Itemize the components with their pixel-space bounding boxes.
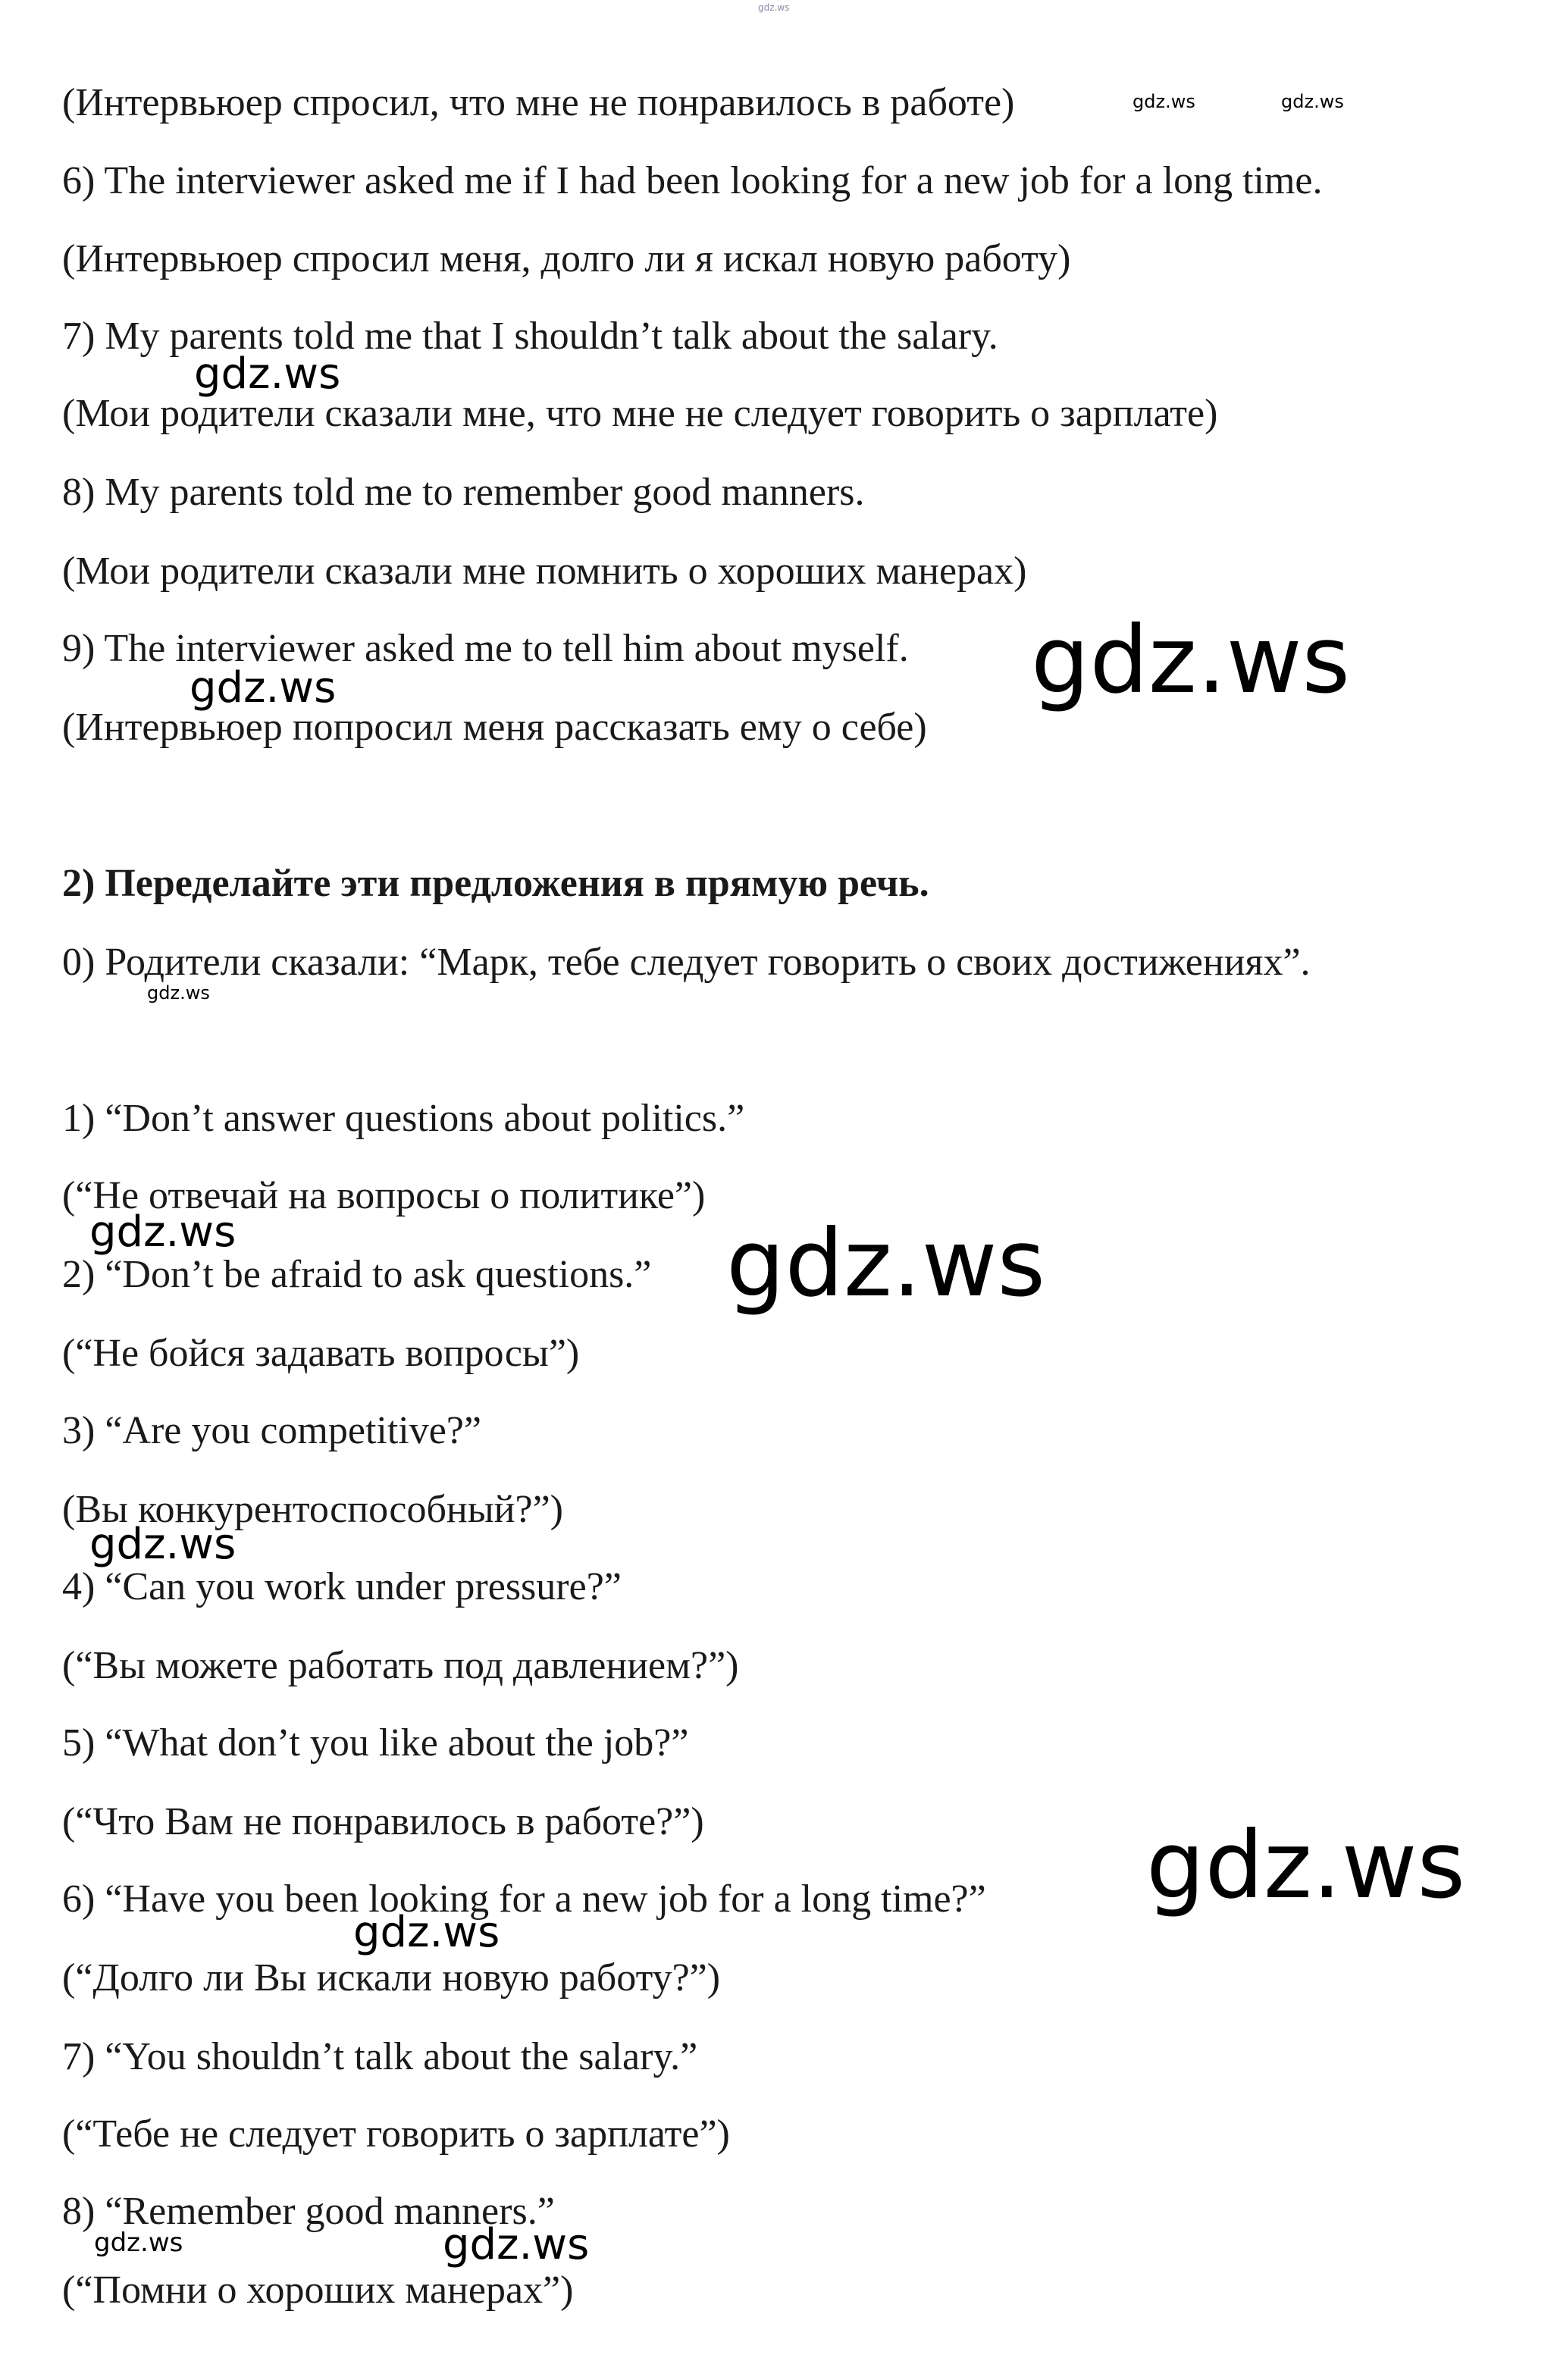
text-line: (Мои родители сказали мне, что мне не следует говорить о зарплате) — [62, 392, 1218, 435]
text-line: 5) “What don’t you like about the job?” — [62, 1721, 689, 1765]
watermark: gdz.ws — [758, 2, 790, 13]
section-heading: 2) Переделайте эти предложения в прямую речь. — [62, 862, 929, 905]
text-line: (“Не бойся задавать вопросы”) — [62, 1332, 580, 1375]
text-line: (Интервьюер спросил, что мне не понравилось в работе) — [62, 81, 1015, 124]
watermark: gdz.ws — [1146, 1812, 1466, 1919]
text-line: 7) My parents told me that I shouldn’t talk about the salary. — [62, 315, 998, 358]
text-line: (Интервьюер спросил меня, долго ли я искал новую работу) — [62, 237, 1071, 280]
text-line: 4) “Can you work under pressure?” — [62, 1565, 622, 1608]
text-line: (“Тебе не следует говорить о зарплате”) — [62, 2112, 730, 2156]
watermark: gdz.ws — [147, 982, 210, 1004]
watermark: gdz.ws — [94, 2228, 183, 2258]
text-line: (“Что Вам не понравилось в работе?”) — [62, 1800, 704, 1843]
text-line: 6) The interviewer asked me if I had been looking for a new job for a long time. — [62, 159, 1323, 202]
text-line: 3) “Are you competitive?” — [62, 1409, 481, 1452]
watermark: gdz.ws — [89, 1207, 237, 1257]
text-line: 2) “Don’t be afraid to ask questions.” — [62, 1253, 652, 1296]
text-line: 0) Родители сказали: “Марк, тебе следует говорить о своих достижениях”. — [62, 941, 1311, 984]
text-line: (“Не отвечай на вопросы о политике”) — [62, 1174, 706, 1217]
text-line: 8) “Remember good manners.” — [62, 2190, 555, 2233]
text-line: (“Вы можете работать под давлением?”) — [62, 1644, 739, 1687]
text-line: 6) “Have you been looking for a new job for a long time?” — [62, 1877, 986, 1921]
watermark: gdz.ws — [1133, 91, 1195, 112]
watermark: gdz.ws — [726, 1210, 1046, 1317]
watermark: gdz.ws — [190, 663, 337, 712]
text-line: 7) “You shouldn’t talk about the salary.” — [62, 2035, 698, 2078]
watermark: gdz.ws — [194, 349, 341, 399]
text-line: (Интервьюер попросил меня рассказать ему о себе) — [62, 706, 927, 749]
watermark: gdz.ws — [1031, 606, 1351, 714]
text-line: (“Помни о хороших манерах”) — [62, 2269, 574, 2312]
text-line: 8) My parents told me to remember good manners. — [62, 471, 865, 514]
text-line: (“Долго ли Вы искали новую работу?”) — [62, 1956, 721, 2000]
text-line: (Мои родители сказали мне помнить о хороших манерах) — [62, 550, 1027, 593]
watermark: gdz.ws — [1281, 91, 1344, 112]
watermark: gdz.ws — [353, 1908, 500, 1957]
text-line: 9) The interviewer asked me to tell him about myself. — [62, 627, 909, 670]
text-line: (Вы конкурентоспособный?”) — [62, 1488, 563, 1531]
text-line: 1) “Don’t answer questions about politics.” — [62, 1097, 745, 1140]
watermark: gdz.ws — [443, 2220, 590, 2269]
watermark: gdz.ws — [89, 1520, 237, 1569]
